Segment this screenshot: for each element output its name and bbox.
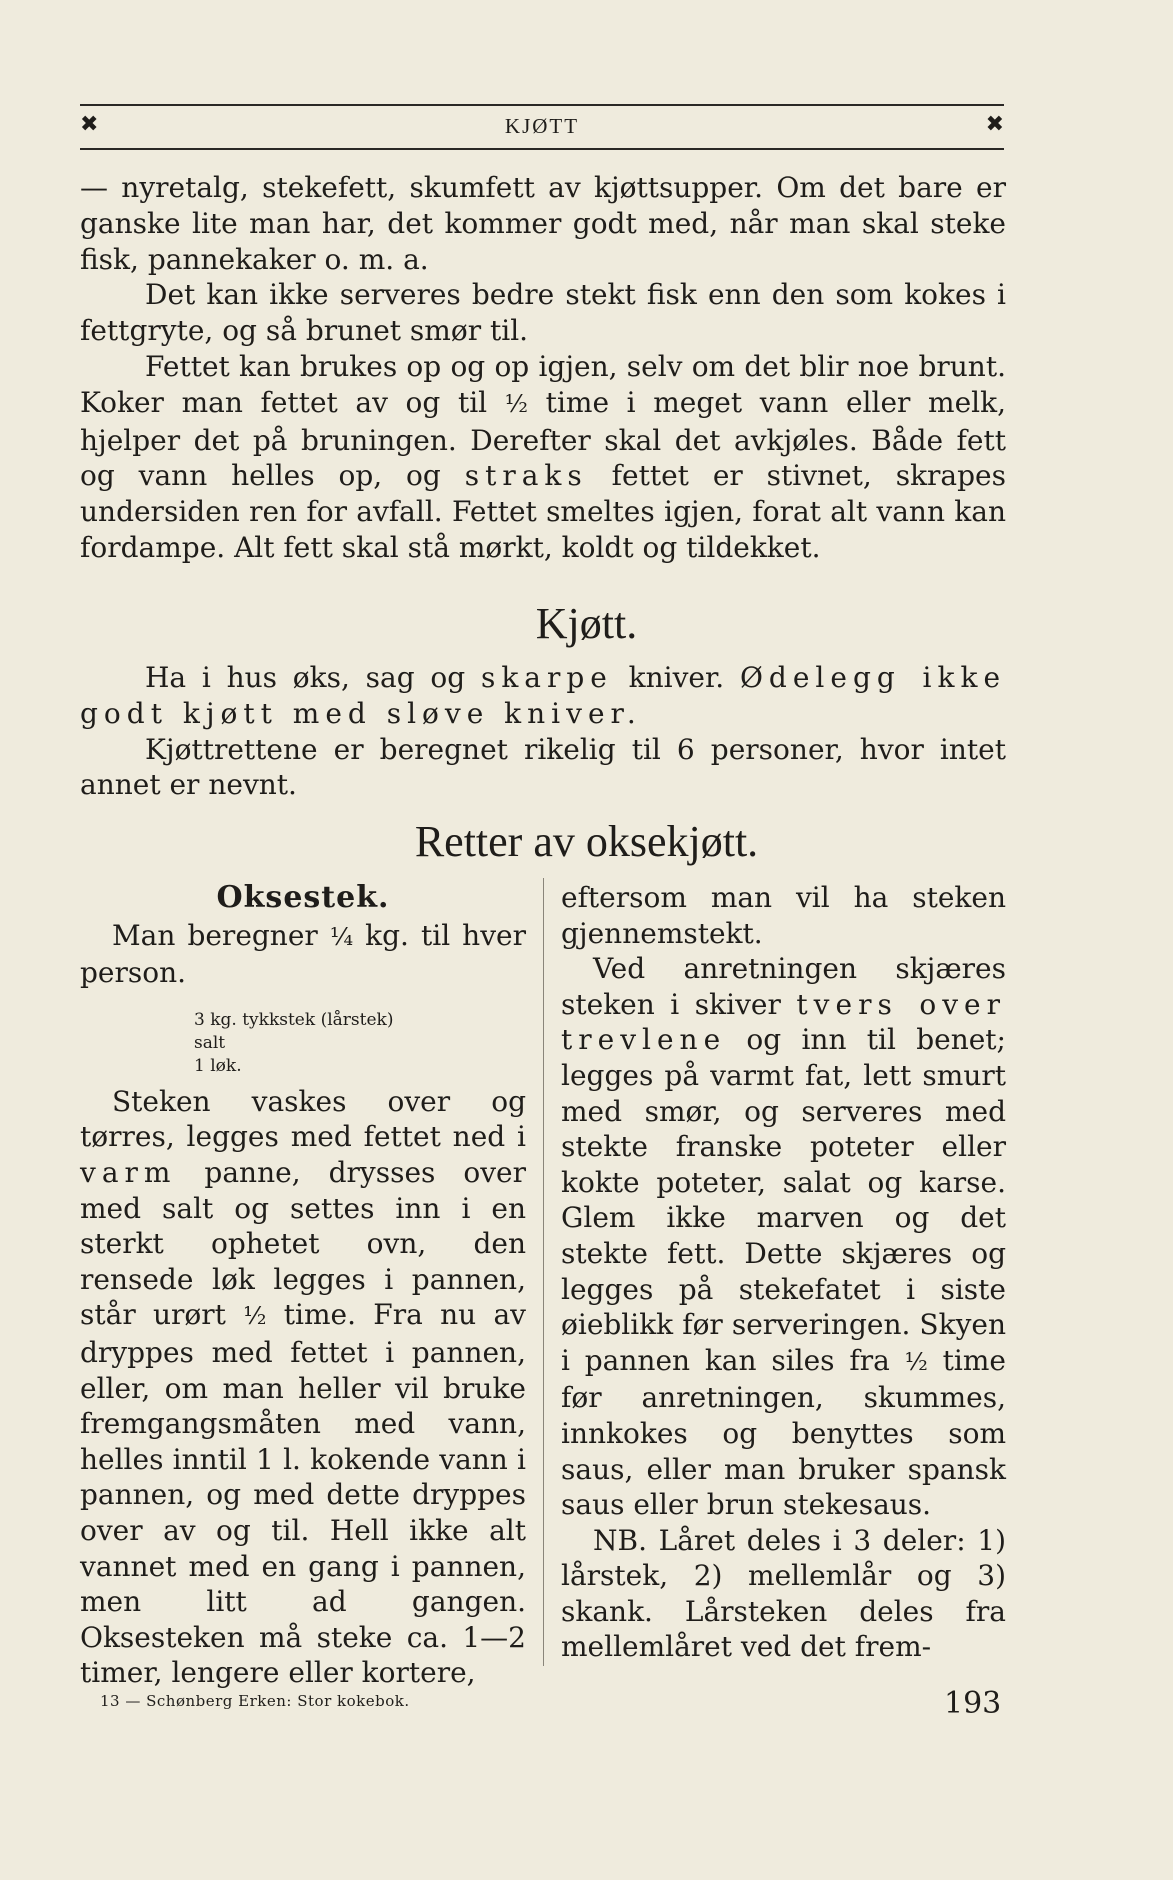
- method-paragraph: Steken vaskes over og tørres, legges med fettet ned i varm panne, drysses over med salt og settes inn i en sterkt ophetet ovn, den rensede løk legges i pannen, står urørt ½ time. Fra nu av dryppes med fettet i pannen, eller, om man heller vil bruke fremgangsmåten med vann, helles inntil 1 l. kokende vann i pannen, og med dette dryppes over av og til. Hell ikke alt vannet med en gang i pannen, men litt ad gangen. Oksesteken må steke ca. 1—2 timer, lengere eller kortere,: [80, 1084, 526, 1690]
- ingredient-list: [194, 1009, 526, 1078]
- section-heading-kjott: Kjøtt.: [535, 599, 638, 648]
- emphasis-spaced: varm: [80, 1155, 177, 1189]
- intro-paragraph-3: Fettet kan brukes op og op igjen, selv om det blir noe brunt. Koker man fettet av og til ½ time i meget vann eller melk, hjelper det på bruningen. Derefter skal det avkjøles. Både fett og vann helles op, og straks fettet er stivnet, skrapes undersiden ren for avfall. Fettet smeltes igjen, forat alt vann kan fordampe. Alt fett skal stå mørkt, koldt og tildekket.: [80, 349, 1006, 564]
- page-number: 193: [944, 1686, 1002, 1721]
- recipe-title: Oksestek.: [216, 880, 390, 915]
- intro-paragraph-1: — nyretalg, stekefett, skumfett av kjøttsupper. Om det bare er ganske lite man har, det kommer godt med, når man skal steke fisk, pannekaker o. m. a.: [80, 171, 1006, 276]
- intro-text: [80, 170, 1006, 566]
- left-column: [80, 880, 526, 1691]
- ingredient-item: salt: [194, 1032, 226, 1053]
- emphasis-spaced: Ødelegg ikke godt kjøtt med sløve kniver.: [80, 661, 1007, 730]
- emphasis-spaced: skarpe: [480, 661, 613, 694]
- kjott-text: [80, 660, 1006, 803]
- fraction: ¼: [329, 922, 354, 951]
- nb-paragraph: NB. Låret deles i 3 deler: 1) lårstek, 2) mellemlår og 3) skank. Lårsteken deles fra mellemlåret ved det frem-: [561, 1523, 1006, 1664]
- fraction: ½: [504, 389, 529, 418]
- column-divider: [543, 878, 544, 1666]
- fraction: ½: [243, 1302, 267, 1331]
- ingredient-item: 1 løk.: [194, 1055, 242, 1076]
- continued-paragraph: eftersom man vil ha steken gjennemstekt.: [561, 881, 1006, 950]
- emphasis-spaced: straks: [464, 459, 588, 493]
- fraction: ½: [904, 1347, 928, 1376]
- ornament-left-icon: ✖: [80, 112, 99, 137]
- ornament-right-icon: ✖: [985, 112, 1004, 137]
- intro-paragraph-2: Det kan ikke serveres bedre stekt fisk enn den som kokes i fettgryte, og så brunet smør til.: [80, 278, 1006, 348]
- running-title: KJØTT: [504, 114, 580, 138]
- ingredient-item: 3 kg. tykkstek (lårstek): [194, 1009, 394, 1030]
- emphasis-spaced: tvers over trevlene: [561, 987, 1006, 1057]
- kjott-paragraph-1: Ha i hus øks, sag og skarpe kniver. Ødelegg ikke godt kjøtt med sløve kniver.: [80, 661, 1007, 730]
- kjott-paragraph-2: Kjøttrettene er beregnet rikelig til 6 personer, hvor intet annet er nevnt.: [80, 732, 1006, 802]
- printer-signature: 13 — Schønberg Erken: Stor kokebok.: [100, 1692, 410, 1710]
- serving-paragraph: Ved anretningen skjæres steken i skiver tvers over trevlene og inn til benet; legges på varmt fat, lett smurt med smør, og serveres med stekte franske poteter eller kokte poteter, salat og karse. Glem ikke marven og det stekte fett. Dette skjæres og legges på stekefatet i siste øieblikk før serveringen. Skyen i pannen kan siles fra ½ time før anretningen, skummes, innkokes og benyttes som saus, eller man bruker spansk saus eller brun stekesaus.: [561, 952, 1006, 1522]
- portion-note: Man beregner ¼ kg. til hver person.: [80, 918, 526, 990]
- right-column: [561, 880, 1006, 1665]
- section-heading-oksekjott: Retter av oksekjøtt.: [414, 817, 759, 866]
- running-header: [80, 104, 1004, 150]
